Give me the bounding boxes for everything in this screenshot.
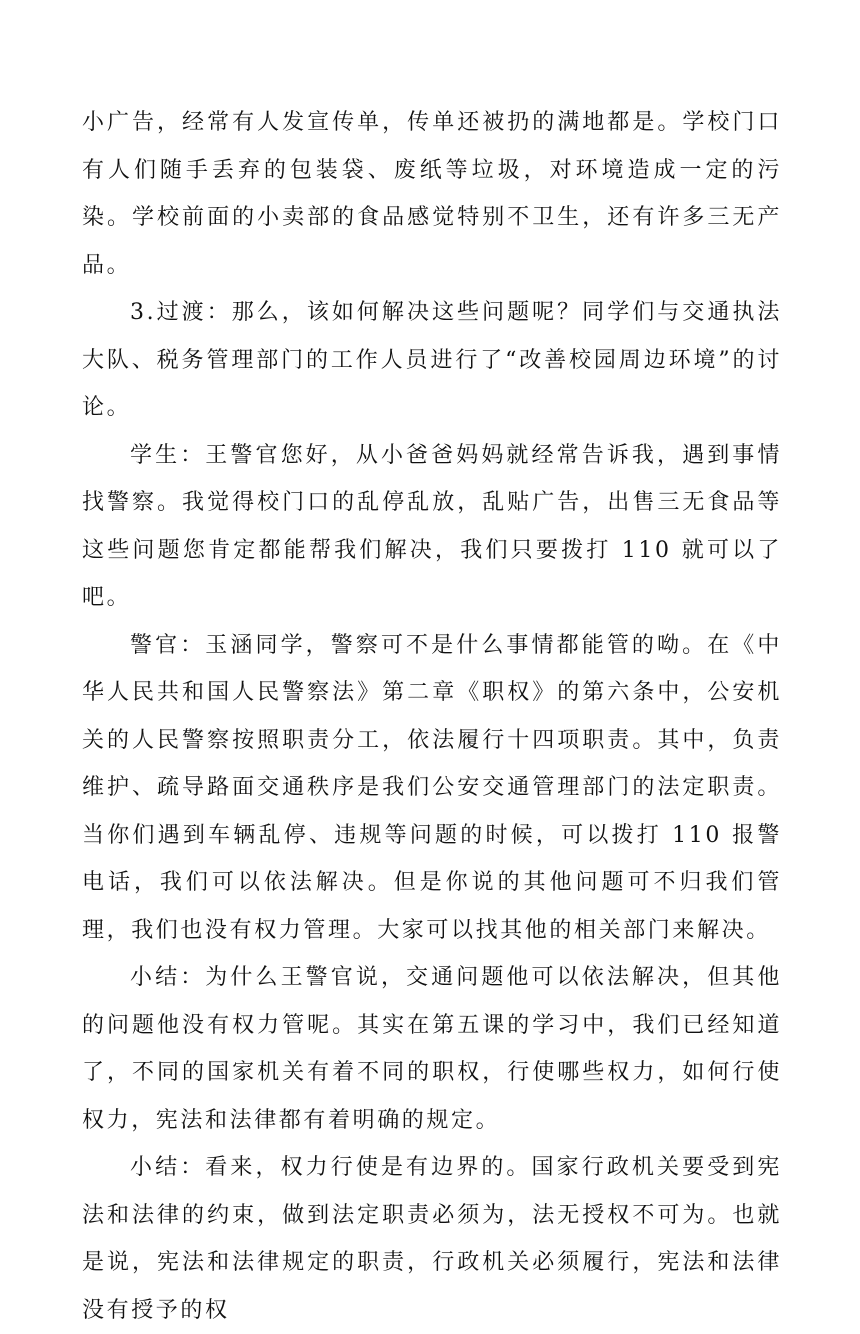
document-body [82, 99, 782, 1334]
paragraph-police-answer: 警官：玉涵同学，警察可不是什么事情都能管的呦。在《中华人民共和国人民警察法》第二章《职权》的第六条中，公安机关的人民警察按照职责分工，依法履行十四项职责。其中，负责维护、疏导路面交通秩序是我们公安交通管理部门的法定职责。当你们遇到车辆乱停、违规等问题的时候，可以拨打 110 报警电话，我们可以依法解决。但是你说的其他问题可不归我们管理，我们也没有权力管理。大家可以找其他的相关部门来解决。 [82, 632, 782, 943]
paragraph-continuation: 小广告，经常有人发宣传单，传单还被扔的满地都是。学校门口有人们随手丢弃的包装袋、废纸等垃圾，对环境造成一定的污染。学校前面的小卖部的食品感觉特别不卫生，还有许多三无产品。 [82, 110, 782, 278]
paragraph-transition: 3.过渡：那么，该如何解决这些问题呢？同学们与交通执法大队、税务管理部门的工作人员进行了“改善校园周边环境”的讨论。 [82, 300, 782, 420]
paragraph-summary-1: 小结：为什么王警官说，交通问题他可以依法解决，但其他的问题他没有权力管呢。其实在第五课的学习中，我们已经知道了，不同的国家机关有着不同的职权，行使哪些权力，如何行使权力，宪法和法律都有着明确的规定。 [82, 965, 782, 1133]
paragraph-summary-2: 小结：看来，权力行使是有边界的。国家行政机关要受到宪法和法律的约束，做到法定职责必须为，法无授权不可为。也就是说，宪法和法律规定的职责，行政机关必须履行，宪法和法律没有授予的权 [82, 1155, 782, 1323]
paragraph-student-question: 学生：王警官您好，从小爸爸妈妈就经常告诉我，遇到事情找警察。我觉得校门口的乱停乱放，乱贴广告，出售三无食品等这些问题您肯定都能帮我们解决，我们只要拨打 110 就可以了吧。 [82, 442, 782, 610]
